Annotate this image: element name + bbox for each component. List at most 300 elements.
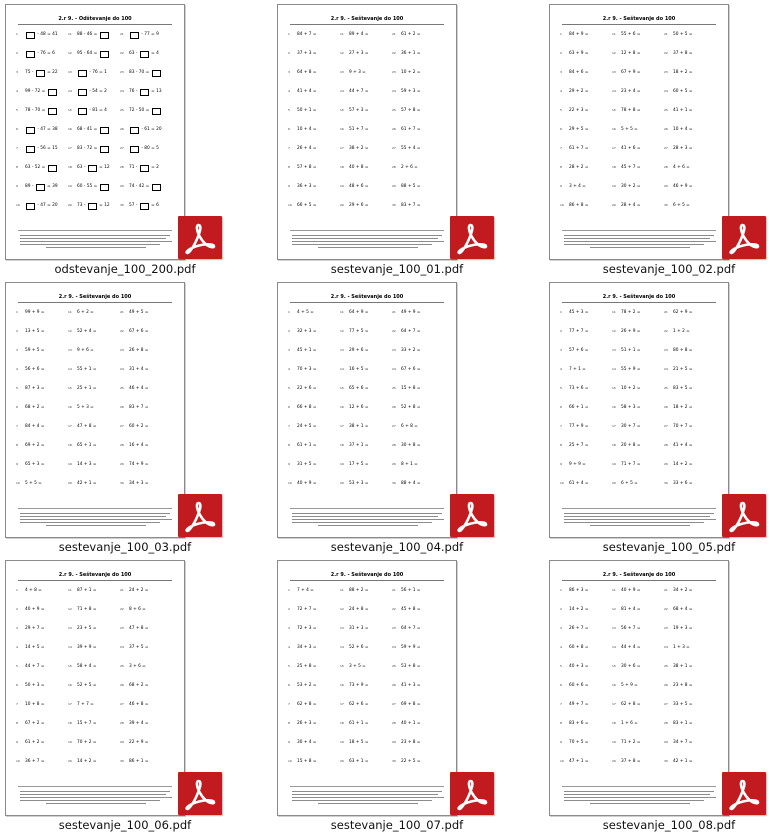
exercise-number: 3 (16, 348, 18, 352)
worksheet-row (560, 721, 722, 729)
exercise: 28 16 + 4 = (120, 443, 149, 448)
exercise: 26 18 + 2 = (664, 405, 693, 410)
exercise: 18 40 + 8 = (340, 165, 369, 170)
worksheet-row (16, 386, 178, 394)
exercise: 30 22 + 5 = (392, 759, 421, 764)
exercise: 25 46 + 4 = (120, 386, 149, 391)
worksheet-row (560, 405, 722, 413)
worksheet-row (560, 348, 722, 356)
exercise: 30 33 + 6 = (664, 481, 693, 486)
worksheet-row (16, 32, 178, 40)
answer-box (140, 203, 149, 210)
pdf-acrobat-icon (178, 216, 222, 259)
exercise-number: 12 (612, 607, 616, 611)
exercise: 26 10 + 4 = (664, 127, 693, 132)
exercise-number: 5 (560, 664, 562, 668)
exercise: 25 3 + 6 = (120, 664, 146, 669)
worksheet-row (16, 424, 178, 432)
exercise-number: 15 (612, 664, 616, 668)
file-tile[interactable] (544, 282, 770, 557)
answer-box (100, 51, 109, 58)
exercise-number: 21 (120, 310, 124, 314)
pdf-thumbnail[interactable] (277, 282, 457, 538)
exercise-number: 18 (68, 721, 72, 725)
exercise-number: 2 (560, 51, 562, 55)
exercise-number: 8 (560, 443, 562, 447)
exercise: 9 31 + 5 = (288, 462, 317, 467)
exercise-number: 19 (68, 462, 72, 466)
exercise: 1 84 + 7 = (288, 32, 317, 37)
answer-box (78, 70, 87, 77)
exercise: 27 69 + 8 = (392, 702, 421, 707)
exercise: 23 47 + 8 = (120, 626, 149, 631)
exercise-number: 1 (288, 32, 290, 36)
worksheet-row (560, 165, 722, 173)
answer-box (26, 146, 35, 153)
exercise: 3 84 + 6 = (560, 70, 589, 75)
answer-box (36, 70, 45, 77)
exercise: 6 29 + 5 = (560, 127, 589, 132)
exercise-number: 12 (340, 607, 344, 611)
exercise-number: 20 (340, 759, 344, 763)
worksheet-row (560, 329, 722, 337)
worksheet-row (288, 443, 450, 451)
exercise-number: 20 (68, 759, 72, 763)
exercise-number: 25 (120, 664, 124, 668)
exercise: 22 64 + 7 = (392, 329, 421, 334)
worksheet-title: 2.r 9. - Seštevanje do 100 (330, 16, 404, 22)
footer-text-line (318, 803, 418, 804)
exercise-number: 5 (16, 386, 18, 390)
file-tile[interactable] (272, 282, 522, 557)
exercise: 14 44 + 7 = (340, 89, 369, 94)
exercise: 15 78 + 8 = (612, 108, 641, 113)
pdf-thumbnail[interactable] (549, 4, 729, 260)
footer-text-line (564, 244, 704, 245)
worksheet-row (288, 702, 450, 710)
exercise: 4 29 + 2 = (560, 89, 589, 94)
file-name-label[interactable]: sestevanje_100_02.pdf (602, 262, 736, 276)
exercise-number: 9 (16, 184, 18, 188)
exercise-number: 14 (68, 89, 72, 93)
exercise-number: 16 (68, 405, 72, 409)
worksheet-row (16, 645, 178, 653)
exercise-number: 28 (392, 443, 396, 447)
exercise: 5 73 + 6 = (560, 386, 589, 391)
exercise: 20 73 - = 12 (68, 203, 110, 208)
worksheet-row (560, 607, 722, 615)
exercise: 21 49 + 9 = (392, 310, 421, 315)
worksheet-row (560, 146, 722, 154)
exercise: 24 76 - = 13 (120, 89, 162, 94)
exercise-number: 28 (664, 721, 668, 725)
exercise: 5 25 + 8 = (288, 664, 317, 669)
pdf-thumbnail[interactable] (5, 4, 185, 260)
exercise-number: 5 (560, 386, 562, 390)
exercise-number: 23 (664, 626, 668, 630)
exercise: 3 26 + 7 = (560, 626, 589, 631)
footer-text-line (292, 235, 442, 236)
exercise-number: 26 (392, 683, 396, 687)
exercise: 2 37 + 3 = (288, 51, 317, 56)
exercise-number: 11 (68, 588, 72, 592)
exercise: 29 34 + 7 = (664, 740, 693, 745)
exercise: 20 63 + 1 = (340, 759, 369, 764)
answer-box (26, 127, 35, 134)
exercise-number: 11 (340, 310, 344, 314)
exercise-number: 20 (340, 203, 344, 207)
exercise-number: 22 (120, 329, 124, 333)
exercise: 14 23 + 4 = (612, 89, 641, 94)
exercise-number: 10 (288, 759, 292, 763)
exercise: 13 23 + 5 = (68, 626, 97, 631)
exercise: 22 36 + 1 = (392, 51, 421, 56)
exercise: 9 36 + 3 = (288, 184, 317, 189)
exercise-number: 26 (392, 127, 396, 131)
answer-box (78, 108, 87, 115)
worksheet-row (16, 310, 178, 318)
exercise: 8 26 + 3 = (288, 721, 317, 726)
exercise-number: 13 (340, 626, 344, 630)
exercise-number: 5 (16, 108, 18, 112)
exercise-number: 10 (560, 481, 564, 485)
answer-box (48, 89, 57, 96)
exercise: 22 63 - = 4 (120, 51, 159, 56)
exercise: 29 46 + 9 = (664, 184, 693, 189)
exercise: 26 68 + 2 = (120, 683, 149, 688)
exercise-number: 7 (288, 424, 290, 428)
exercise-number: 26 (664, 127, 668, 131)
file-name-label[interactable]: sestevanje_100_04.pdf (330, 540, 464, 554)
exercise: 24 1 + 3 = (664, 645, 690, 650)
exercise: 16 5 + 9 = (612, 683, 638, 688)
exercise: 3 45 + 1 = (288, 348, 317, 353)
exercise: 20 6 + 5 = (612, 481, 638, 486)
exercise: 11 89 + 4 = (340, 32, 369, 37)
worksheet-row (16, 588, 178, 596)
exercise: 11 55 + 6 = (612, 32, 641, 37)
file-name-label[interactable]: sestevanje_100_05.pdf (602, 540, 736, 554)
exercise-number: 11 (612, 310, 616, 314)
exercise-number: 27 (120, 702, 124, 706)
exercise: 9 65 + 3 = (16, 462, 45, 467)
exercise-number: 19 (612, 462, 616, 466)
title-divider (562, 580, 716, 581)
exercise: 4 70 + 3 = (288, 367, 317, 372)
exercise: 28 40 + 1 = (392, 721, 421, 726)
exercise-number: 8 (288, 165, 290, 169)
exercise: 1 86 + 3 = (560, 588, 589, 593)
exercise: 19 70 + 2 = (68, 740, 97, 745)
exercise-number: 2 (288, 329, 290, 333)
exercise: 16 5 + 5 = (612, 127, 638, 132)
file-name-label[interactable]: sestevanje_100_08.pdf (602, 818, 736, 832)
exercise-number: 8 (288, 721, 290, 725)
exercise: 27 6 + 8 = (392, 424, 418, 429)
file-tile[interactable] (0, 4, 250, 279)
exercise: 9 9 + 9 = (560, 462, 586, 467)
exercise-number: 28 (392, 721, 396, 725)
exercise: 19 30 + 2 = (612, 184, 641, 189)
exercise: 15 3 + 5 = (340, 664, 366, 669)
exercise: 25 41 + 1 = (664, 108, 693, 113)
footer-text-line (20, 244, 160, 245)
exercise: 8 57 + 8 = (288, 165, 317, 170)
exercise-number: 8 (560, 165, 562, 169)
exercise-number: 26 (120, 405, 124, 409)
exercise-number: 25 (120, 108, 124, 112)
exercise: 10 36 + 7 = (16, 759, 45, 764)
exercise: 14 - 54 = 2 (68, 89, 107, 94)
footer-text-line (20, 519, 172, 520)
exercise-number: 29 (392, 462, 396, 466)
exercise-number: 29 (120, 184, 124, 188)
footer-text-line (564, 797, 716, 798)
exercise: 13 31 + 3 = (340, 626, 369, 631)
exercise: 14 52 + 6 = (340, 645, 369, 650)
exercise: 28 2 + 6 = (392, 165, 418, 170)
exercise: 5 40 + 3 = (560, 664, 589, 669)
exercise: 11 64 + 9 = (340, 310, 369, 315)
exercise-number: 16 (612, 405, 616, 409)
worksheet-title: 2.r 9. - Odštevanje do 100 (58, 16, 132, 22)
exercise-number: 15 (340, 664, 344, 668)
exercise: 14 55 + 1 = (68, 367, 97, 372)
file-tile[interactable] (0, 282, 250, 557)
exercise: 27 46 + 8 = (120, 702, 149, 707)
exercise: 10 5 + 5 = (16, 481, 42, 486)
footer-divider (290, 508, 444, 509)
exercise: 21 24 + 2 = (120, 588, 149, 593)
worksheet-row (288, 683, 450, 691)
title-divider (18, 580, 172, 581)
exercise: 30 88 + 4 = (392, 481, 421, 486)
worksheet-row (560, 51, 722, 59)
file-name-label[interactable]: sestevanje_100_06.pdf (58, 818, 192, 832)
exercise: 5 22 + 6 = (288, 386, 317, 391)
exercise: 22 67 + 6 = (120, 329, 149, 334)
file-name-label[interactable]: sestevanje_100_01.pdf (330, 262, 464, 276)
exercise: 3 59 + 5 = (16, 348, 45, 353)
exercise: 10 86 + 8 = (560, 203, 589, 208)
exercise: 19 71 + 7 = (612, 462, 641, 467)
exercise: 28 83 + 1 = (664, 721, 693, 726)
exercise-number: 14 (612, 367, 616, 371)
exercise: 14 44 + 4 = (612, 645, 641, 650)
exercise-number: 3 (560, 70, 562, 74)
worksheet-title: 2.r 9. - Seštevanje do 100 (602, 572, 676, 578)
exercise-number: 13 (340, 348, 344, 352)
pdf-thumbnail[interactable] (277, 4, 457, 260)
exercise-number: 15 (612, 108, 616, 112)
exercise-number: 9 (288, 462, 290, 466)
exercise: 26 52 + 8 = (392, 405, 421, 410)
exercise: 3 29 + 7 = (16, 626, 45, 631)
footer-text-line (20, 238, 166, 239)
exercise: 12 24 + 8 = (340, 607, 369, 612)
title-divider (562, 302, 716, 303)
exercise: 8 83 + 6 = (560, 721, 589, 726)
exercise: 12 52 + 4 = (68, 329, 97, 334)
exercise-number: 6 (288, 127, 290, 131)
worksheet-row (288, 588, 450, 596)
worksheet-row (16, 184, 178, 192)
exercise-number: 8 (16, 165, 18, 169)
exercise: 7 61 + 7 = (560, 146, 589, 151)
exercise-number: 24 (120, 89, 124, 93)
exercise-number: 22 (664, 607, 668, 611)
pdf-thumbnail[interactable] (549, 282, 729, 538)
pdf-thumbnail[interactable] (277, 560, 457, 816)
exercise: 25 53 + 8 = (392, 664, 421, 669)
answer-box (140, 165, 149, 172)
exercise: 19 48 + 6 = (340, 184, 369, 189)
exercise: 9 61 + 2 = (16, 740, 45, 745)
exercise-number: 18 (68, 443, 72, 447)
exercise: 15 30 + 6 = (612, 664, 641, 669)
answer-box (88, 165, 97, 172)
exercise: 30 86 + 1 = (120, 759, 149, 764)
exercise-number: 6 (288, 683, 290, 687)
exercise-number: 29 (664, 462, 668, 466)
file-name-label[interactable]: sestevanje_100_07.pdf (330, 818, 464, 832)
file-tile[interactable] (272, 560, 522, 835)
worksheet-row (560, 683, 722, 691)
exercise-number: 25 (392, 386, 396, 390)
worksheet-row (560, 386, 722, 394)
exercise-number: 29 (120, 740, 124, 744)
pdf-acrobat-icon (178, 494, 222, 537)
exercise-number: 22 (664, 51, 668, 55)
pdf-thumbnail[interactable] (549, 560, 729, 816)
footer-text-line (292, 238, 438, 239)
file-name-label[interactable]: sestevanje_100_03.pdf (58, 540, 192, 554)
exercise: 6 60 + 6 = (560, 683, 589, 688)
exercise: 13 - 76 = 1 (68, 70, 107, 75)
exercise: 16 68 - 41 = (68, 127, 124, 134)
footer-divider (562, 786, 716, 787)
exercise: 3 72 + 3 = (288, 626, 317, 631)
exercise: 30 57 - = 6 (120, 203, 159, 208)
exercise: 4 56 + 6 = (16, 367, 45, 372)
exercise-number: 2 (16, 329, 18, 333)
exercise: 26 61 + 7 = (392, 127, 421, 132)
exercise-number: 11 (340, 588, 344, 592)
exercise-number: 5 (288, 386, 290, 390)
exercise: 8 63 - 52 = (16, 165, 72, 172)
worksheet-row (288, 607, 450, 615)
exercise-number: 9 (288, 184, 290, 188)
exercise: 29 22 + 9 = (120, 740, 149, 745)
worksheet-row (16, 89, 178, 97)
footer-text-line (292, 794, 438, 795)
footer-divider (562, 230, 716, 231)
pdf-thumbnail[interactable] (5, 560, 185, 816)
worksheet-row (16, 127, 178, 135)
exercise-number: 13 (340, 70, 344, 74)
exercise-number: 11 (612, 588, 616, 592)
exercise-number: 7 (16, 702, 18, 706)
exercise-number: 23 (664, 70, 668, 74)
exercise-number: 1 (560, 588, 562, 592)
exercise: 20 28 + 4 = (612, 203, 641, 208)
file-tile[interactable] (544, 560, 770, 835)
exercise-number: 14 (612, 89, 616, 93)
exercise-number: 14 (340, 645, 344, 649)
exercise: 19 14 + 3 = (68, 462, 97, 467)
exercise: 4 7 + 1 = (560, 367, 586, 372)
exercise-number: 9 (560, 184, 562, 188)
exercise: 5 87 + 3 = (16, 386, 45, 391)
exercise-number: 23 (120, 70, 124, 74)
exercise-number: 18 (340, 721, 344, 725)
exercise-number: 8 (288, 443, 290, 447)
exercise-number: 2 (560, 329, 562, 333)
exercise: 30 6 + 5 = (664, 203, 690, 208)
exercise: 27 55 + 4 = (392, 146, 421, 151)
exercise: 13 67 + 9 = (612, 70, 641, 75)
exercise-number: 3 (560, 348, 562, 352)
footer-text-line (318, 247, 418, 248)
pdf-thumbnail[interactable] (5, 282, 185, 538)
worksheet-row (560, 127, 722, 135)
exercise-number: 21 (392, 310, 396, 314)
exercise: 16 12 + 6 = (340, 405, 369, 410)
worksheet-row (288, 127, 450, 135)
answer-box (140, 89, 149, 96)
file-tile[interactable] (544, 4, 770, 279)
exercise-number: 6 (560, 127, 562, 131)
exercise: 12 77 + 5 = (340, 329, 369, 334)
file-tile[interactable] (272, 4, 522, 279)
exercise: 10 - 47 = 20 (16, 203, 58, 208)
exercise: 28 30 + 8 = (392, 443, 421, 448)
exercise-number: 24 (392, 367, 396, 371)
footer-text-line (20, 522, 160, 523)
exercise: 11 88 - 46 = (68, 32, 124, 39)
exercise: 22 45 + 8 = (392, 607, 421, 612)
exercise: 22 1 + 2 = (664, 329, 690, 334)
exercise-number: 17 (340, 146, 344, 150)
exercise: 7 49 + 7 = (560, 702, 589, 707)
exercise: 25 15 + 8 = (392, 386, 421, 391)
worksheet-row (288, 310, 450, 318)
exercise-number: 7 (560, 424, 562, 428)
exercise-number: 12 (340, 329, 344, 333)
file-name-label[interactable]: odstevanje_100_200.pdf (54, 262, 196, 276)
file-tile[interactable] (0, 560, 250, 835)
exercise: 6 66 + 8 = (288, 405, 317, 410)
footer-text-line (292, 522, 432, 523)
exercise: 18 15 + 7 = (68, 721, 97, 726)
worksheet-row (560, 664, 722, 672)
exercise-number: 3 (288, 348, 290, 352)
exercise-number: 26 (664, 683, 668, 687)
pdf-acrobat-icon (722, 494, 766, 537)
exercise-number: 25 (664, 108, 668, 112)
exercise-number: 2 (288, 51, 290, 55)
exercise-number: 16 (340, 127, 344, 131)
exercise: 28 4 + 6 = (664, 165, 690, 170)
exercise-number: 30 (392, 203, 396, 207)
answer-box (26, 203, 35, 210)
exercise: 14 39 + 9 = (68, 645, 97, 650)
exercise: 14 16 + 5 = (340, 367, 369, 372)
exercise-number: 13 (68, 348, 72, 352)
worksheet-row (288, 348, 450, 356)
exercise: 24 37 + 5 = (120, 645, 149, 650)
exercise: 30 83 + 7 = (392, 203, 421, 208)
